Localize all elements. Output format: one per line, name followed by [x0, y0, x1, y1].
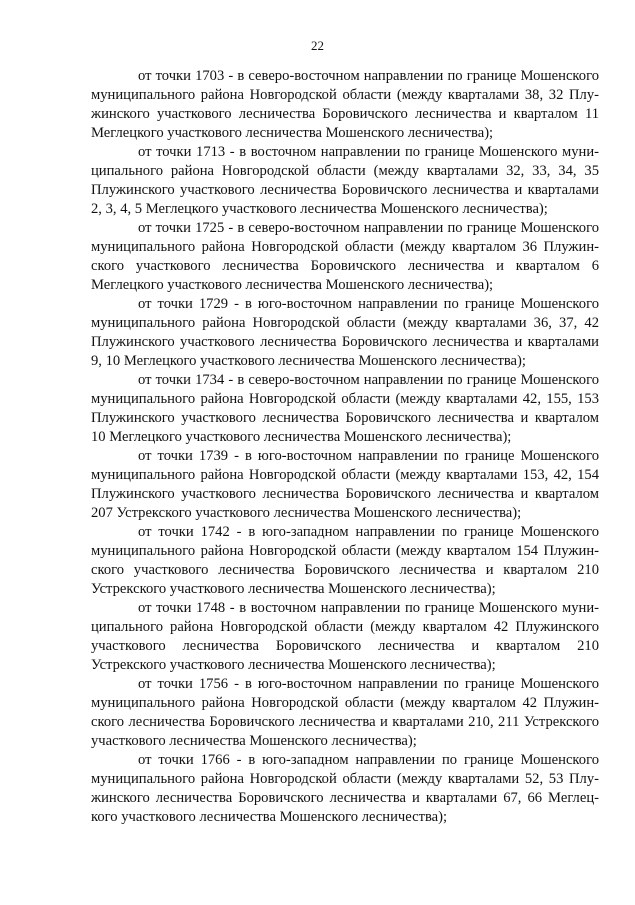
text-line: ципального района Новгородской области (между кварталами 32, 33, 34, 35 [91, 163, 599, 179]
text-line: жинского лесничества Боровичского лесничества и кварталами 67, 66 Меглец- [91, 790, 599, 806]
text-line: жинского участкового лесничества Боровичского лесничества и кварталом 11 [91, 106, 599, 122]
text-line: 10 Меглецкого участкового лесничества Мошенского лесничества); [91, 429, 512, 445]
text-line: Плужинского участкового лесничества Боровичского лесничества и кварталом [91, 410, 599, 426]
text-line: 207 Устрекского участкового лесничества Мошенского лесничества); [91, 505, 522, 521]
text-line: Плужинского участкового лесничества Боровичского лесничества и кварталами [91, 334, 599, 350]
paragraph [91, 599, 599, 675]
paragraph [91, 751, 599, 827]
text-line: от точки 1713 - в восточном направлении по границе Мошенского муни- [138, 144, 599, 160]
text-line: муниципального района Новгородской области (между кварталами 38, 32 Плу- [91, 87, 599, 103]
text-line: 9, 10 Меглецкого участкового лесничества Мошенского лесничества); [91, 353, 526, 369]
text-line: ского участкового лесничества Боровичского лесничества и кварталом 6 [91, 258, 599, 274]
page-number: 22 [311, 38, 324, 53]
text-line: ципального района Новгородской области (между кварталом 42 Плужинского [91, 619, 599, 635]
text-line: Меглецкого участкового лесничества Мошенского лесничества); [91, 277, 494, 293]
text-line: от точки 1725 - в северо-восточном направлении по границе Мошенского [138, 220, 599, 236]
text-line: от точки 1734 - в северо-восточном направлении по границе Мошенского [138, 372, 599, 388]
text-line: от точки 1703 - в северо-восточном направлении по границе Мошенского [138, 68, 599, 84]
text-line: муниципального района Новгородской области (между кварталом 154 Плужин- [91, 543, 599, 559]
paragraph [91, 675, 599, 751]
text-line: Меглецкого участкового лесничества Мошенского лесничества); [91, 125, 494, 141]
text-line: от точки 1756 - в юго-восточном направлении по границе Мошенского [138, 676, 599, 692]
paragraph [91, 67, 599, 143]
paragraph [91, 143, 599, 219]
paragraph [91, 523, 599, 599]
text-line: от точки 1766 - в юго-западном направлении по границе Мошенского [138, 752, 599, 768]
text-line: муниципального района Новгородской области (между кварталами 153, 42, 154 [91, 467, 599, 483]
document-body [91, 67, 599, 827]
paragraph [91, 371, 599, 447]
text-line: ского лесничества Боровичского лесничества и кварталами 210, 211 Устрекского [91, 714, 599, 730]
text-line: участкового лесничества Мошенского лесничества); [91, 733, 417, 749]
paragraph [91, 295, 599, 371]
paragraph [91, 447, 599, 523]
text-line: 2, 3, 4, 5 Меглецкого участкового лесничества Мошенского лесничества); [91, 201, 548, 217]
text-line: муниципального района Новгородской области (между кварталами 36, 37, 42 [91, 315, 599, 331]
text-line: участкового лесничества Боровичского лесничества и кварталом 210 [91, 638, 599, 654]
text-line: муниципального района Новгородской области (между кварталами 52, 53 Плу- [91, 771, 599, 787]
text-line: кого участкового лесничества Мошенского лесничества); [91, 809, 448, 825]
text-line: от точки 1748 - в восточном направлении по границе Мошенского муни- [138, 600, 599, 616]
paragraph [91, 219, 599, 295]
text-line: муниципального района Новгородской области (между кварталом 42 Плужин- [91, 695, 599, 711]
text-line: ского участкового лесничества Боровичского лесничества и кварталом 210 [91, 562, 599, 578]
text-line: от точки 1742 - в юго-западном направлении по границе Мошенского [138, 524, 599, 540]
text-line: от точки 1729 - в юго-восточном направлении по границе Мошенского [138, 296, 599, 312]
text-line: Плужинского участкового лесничества Боровичского лесничества и кварталом [91, 486, 599, 502]
text-line: Плужинского участкового лесничества Боровичского лесничества и кварталами [91, 182, 599, 198]
text-line: Устрекского участкового лесничества Мошенского лесничества); [91, 581, 496, 597]
text-line: от точки 1739 - в юго-восточном направлении по границе Мошенского [138, 448, 599, 464]
text-line: Устрекского участкового лесничества Мошенского лесничества); [91, 657, 496, 673]
text-line: муниципального района Новгородской области (между кварталами 42, 155, 153 [91, 391, 599, 407]
text-line: муниципального района Новгородской области (между кварталом 36 Плужин- [91, 239, 599, 255]
